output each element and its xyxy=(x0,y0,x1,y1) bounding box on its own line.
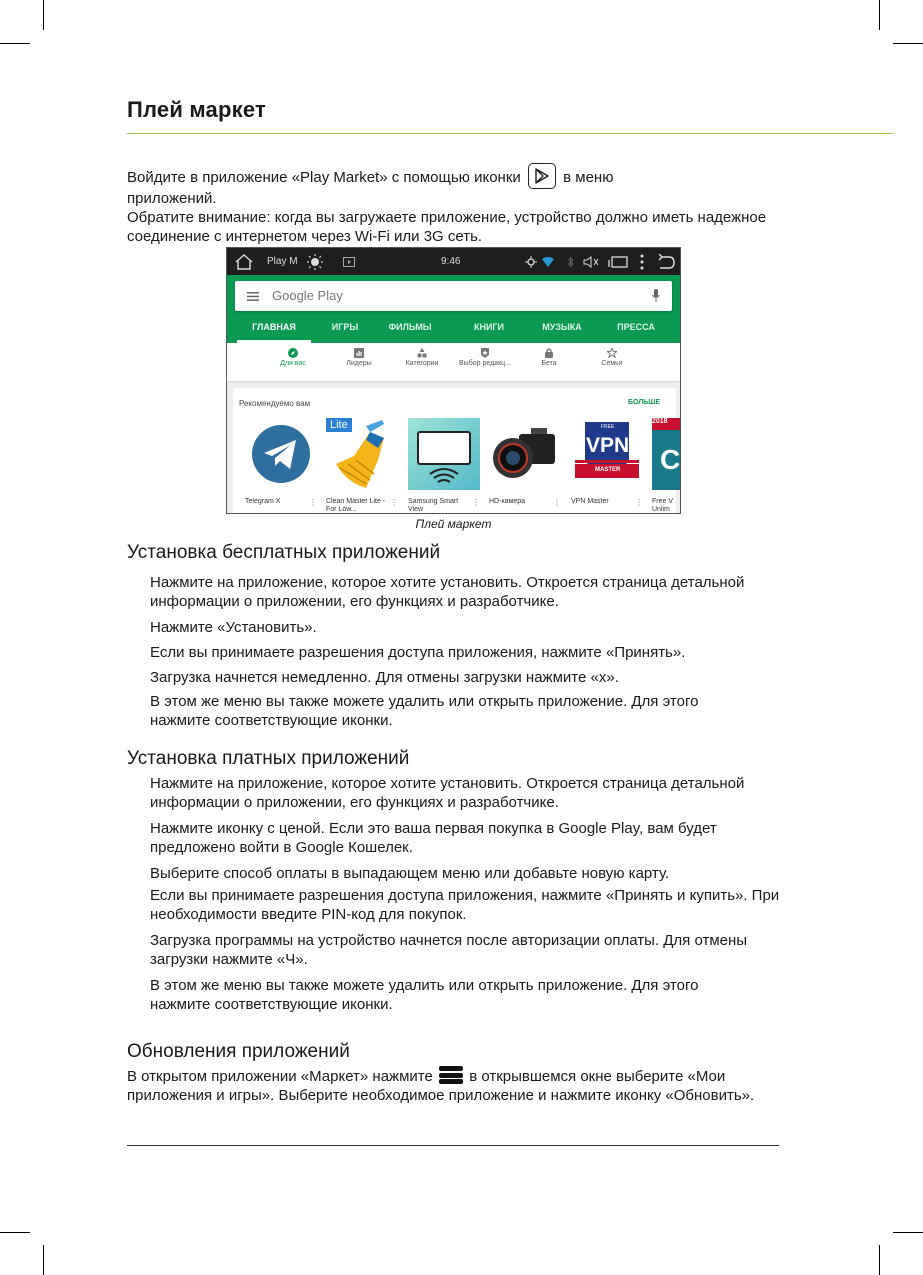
subnav-label: Бета xyxy=(541,360,557,367)
hamburger-icon[interactable] xyxy=(247,292,259,301)
intro-text xyxy=(127,163,807,246)
paid-step: Загрузка программы на устройство начнется после авторизации оплаты. Для отмены загрузки нажмите «Ч». xyxy=(150,932,748,968)
app-tile-vpn-master[interactable] xyxy=(571,418,645,506)
free-step: Если вы принимаете разрешения доступа приложения, нажмите «Принять». xyxy=(150,644,686,661)
microphone-icon[interactable] xyxy=(652,289,660,303)
lock-icon xyxy=(544,348,554,358)
subnav-family[interactable] xyxy=(595,348,629,367)
search-placeholder: Google Play xyxy=(272,288,343,303)
status-time: 9:46 xyxy=(441,256,461,267)
volume-icon[interactable] xyxy=(583,248,599,275)
tab-games[interactable]: ИГРЫ xyxy=(331,322,359,332)
app-name: Clean Master Lite - For Low... xyxy=(326,498,386,513)
broom-icon xyxy=(326,418,398,490)
more-link[interactable]: БОЛЬШЕ xyxy=(628,399,660,406)
figure-caption: Плей маркет xyxy=(415,517,492,531)
sub-navigation xyxy=(227,343,680,381)
tab-press[interactable]: ПРЕССА xyxy=(617,322,655,332)
app-tile-smart-view[interactable] xyxy=(408,418,482,514)
app-name: VPN Master xyxy=(571,498,609,505)
tab-music[interactable]: МУЗЫКА xyxy=(542,322,582,332)
app-tile-hd-camera[interactable] xyxy=(489,418,563,506)
tab-main[interactable]: ГЛАВНАЯ xyxy=(237,318,311,343)
updates-text-a: В открытом приложении «Маркет» нажмите xyxy=(127,1068,433,1085)
crop-mark xyxy=(893,43,923,44)
chart-icon xyxy=(354,348,364,358)
crop-mark xyxy=(0,1232,30,1233)
recent-apps-icon[interactable] xyxy=(608,248,628,275)
vpn-master-label: MASTER xyxy=(595,467,621,473)
subnav-beta[interactable] xyxy=(533,348,565,367)
subnav-label: Категории xyxy=(405,360,439,367)
app-tile-telegram[interactable] xyxy=(245,418,319,506)
app-name: HD-камера xyxy=(489,498,526,505)
section-heading-free: Установка бесплатных приложений xyxy=(127,542,441,563)
crop-mark xyxy=(893,1232,923,1233)
more-vert-icon[interactable]: ⋮ xyxy=(635,498,643,507)
section-heading-updates: Обновления приложений xyxy=(127,1041,350,1062)
tab-books[interactable]: КНИГИ xyxy=(473,322,505,332)
paid-step: Если вы принимаете разрешения доступа приложения, нажмите «Принять и купить». При необходимости введите PIN-код для покупок. xyxy=(150,887,780,923)
crop-mark xyxy=(43,0,44,30)
telegram-icon xyxy=(245,418,317,490)
compass-icon xyxy=(288,348,298,358)
vpn-free-label: FREE xyxy=(601,424,615,430)
intro-line-1b: в меню xyxy=(563,169,614,186)
free-step: Нажмите на приложение, которое хотите установить. Откроется страница детальной информации о приложении, его функциях и разработчике. xyxy=(150,574,745,610)
subnav-label: Семья xyxy=(601,360,623,367)
more-vert-icon[interactable] xyxy=(640,248,644,275)
recommended-title: Рекомендуемо вам xyxy=(239,399,311,408)
updates-text xyxy=(127,1066,787,1105)
brightness-icon[interactable] xyxy=(307,248,323,275)
back-icon[interactable] xyxy=(657,248,675,275)
app-name: Free V Unlim xyxy=(652,498,674,513)
crop-mark xyxy=(879,0,880,30)
media-icon xyxy=(343,248,355,275)
title-divider xyxy=(127,133,893,134)
badge-icon xyxy=(480,348,490,358)
updates-text-b: в открывшемся окне выберите «Мои приложения и игры». Выберите необходимое приложение и нажмите иконку «Обновить». xyxy=(127,1068,755,1104)
more-vert-icon[interactable]: ⋮ xyxy=(390,498,398,507)
app-name: Samsung Smart View xyxy=(408,498,459,513)
play-market-icon xyxy=(528,163,556,189)
app-icon-partial: 2018 C xyxy=(652,418,681,490)
more-vert-icon[interactable]: ⋮ xyxy=(553,498,561,507)
subnav-label: Лидеры xyxy=(346,360,372,367)
more-vert-icon[interactable]: ⋮ xyxy=(309,498,317,507)
intro-line-1: Войдите в приложение «Play Market» с помощью иконки xyxy=(127,169,521,186)
intro-line-1c: приложений. xyxy=(127,190,217,207)
tv-icon xyxy=(408,418,480,490)
crop-mark xyxy=(879,1245,880,1275)
paid-step: Выберите способ оплаты в выпадающем меню или добавьте новую карту. xyxy=(150,865,670,882)
play-market-screenshot xyxy=(226,247,681,514)
paid-step: В этом же меню вы также можете удалить или открыть приложение. Для этого нажмите соответствующие иконки. xyxy=(150,977,699,1013)
app-tile-clean-master[interactable] xyxy=(326,418,400,514)
wifi-icon xyxy=(541,248,555,275)
paid-step: Нажмите на приложение, которое хотите установить. Откроется страница детальной информации о приложении, его функциях и разработчике. xyxy=(150,775,745,811)
camera-icon xyxy=(489,418,561,490)
more-vert-icon[interactable]: ⋮ xyxy=(472,498,480,507)
app-name: Telegram X xyxy=(245,498,281,505)
location-icon xyxy=(525,248,537,275)
subnav-for-you[interactable] xyxy=(273,348,313,367)
intro-note: Обратите внимание: когда вы загружаете приложение, устройство должно иметь надежное соединение с интернетом через Wi-Fi или 3G сеть. xyxy=(127,209,767,245)
crop-mark xyxy=(0,43,30,44)
vpn-shield-icon xyxy=(571,418,643,490)
crop-mark xyxy=(43,1245,44,1275)
year-badge: 2018 xyxy=(652,418,681,430)
section-heading-paid: Установка платных приложений xyxy=(127,748,410,769)
free-step: В этом же меню вы также можете удалить или открыть приложение. Для этого нажмите соответствующие иконки. xyxy=(150,693,699,729)
bluetooth-icon xyxy=(567,248,575,275)
subnav-categories[interactable] xyxy=(399,348,445,367)
subnav-label: Выбор редакц... xyxy=(459,360,511,367)
category-tabs xyxy=(227,318,680,343)
subnav-top[interactable] xyxy=(339,348,379,367)
tab-movies[interactable]: ФИЛЬМЫ xyxy=(388,322,432,332)
bottom-divider xyxy=(127,1145,779,1146)
vpn-label: VPN xyxy=(586,434,630,457)
shapes-icon xyxy=(417,348,427,358)
subnav-editors-choice[interactable] xyxy=(453,348,517,367)
menu-icon xyxy=(439,1066,463,1084)
lite-badge: Lite xyxy=(326,418,352,432)
subnav-label: Для вас xyxy=(280,360,306,367)
status-bar xyxy=(227,248,680,275)
paid-step: Нажмите иконку с ценой. Если это ваша первая покупка в Google Play, вам будет предложено войти в Google Кошелек. xyxy=(150,820,717,856)
home-icon[interactable] xyxy=(235,248,253,275)
free-step: Загрузка начнется немедленно. Для отмены загрузки нажмите «x». xyxy=(150,669,619,686)
star-icon xyxy=(607,348,617,358)
search-bar[interactable] xyxy=(235,281,672,311)
app-tile-free-vpn[interactable] xyxy=(652,418,681,514)
page-title: Плей маркет xyxy=(127,97,266,122)
free-step: Нажмите «Установить». xyxy=(150,619,317,636)
status-app-name: Play M xyxy=(267,256,298,267)
